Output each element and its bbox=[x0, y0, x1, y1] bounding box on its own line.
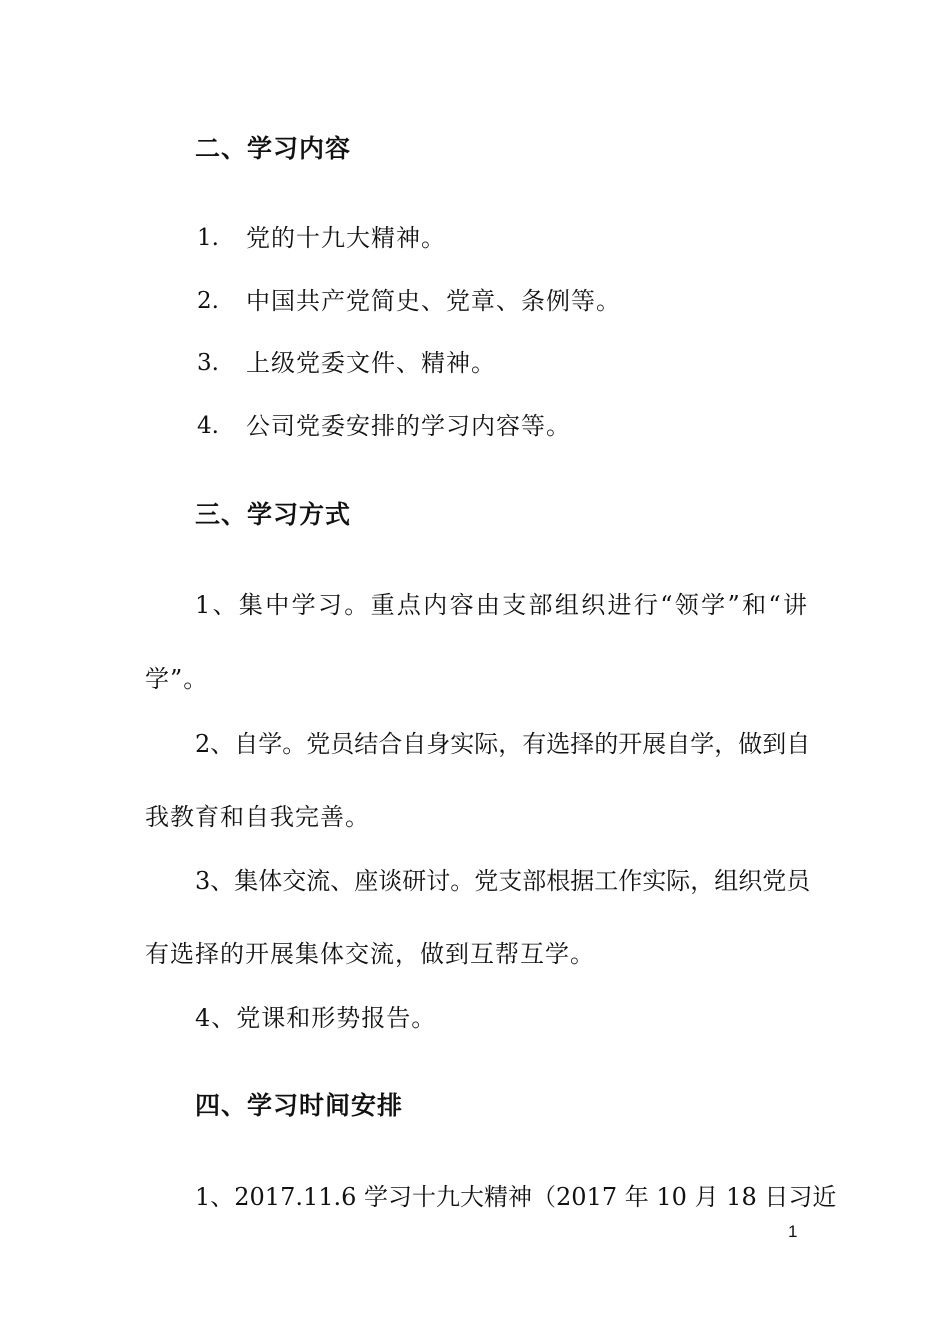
list-item-number: 2. bbox=[197, 288, 219, 314]
method-2-line-1: 2、自学。党员结合自身实际，有选择的开展自学，做到自 bbox=[195, 730, 811, 758]
schedule-item-1: 1、2017.11.6 学习十九大精神（2017 年 10 月 18 日习近 bbox=[195, 1183, 837, 1211]
method-1-line-2: 学”。 bbox=[145, 665, 209, 693]
list-item-text: 上级党委文件、精神。 bbox=[246, 349, 496, 377]
list-item-number: 4. bbox=[197, 413, 219, 439]
list-item-text: 中国共产党简史、党章、条例等。 bbox=[246, 287, 621, 315]
page-number: 1 bbox=[788, 1222, 798, 1241]
method-3-line-1: 3、集体交流、座谈研讨。党支部根据工作实际，组织党员 bbox=[195, 867, 811, 895]
list-item-text: 公司党委安排的学习内容等。 bbox=[246, 412, 571, 440]
method-4-line-1: 4、党课和形势报告。 bbox=[195, 1004, 437, 1032]
list-item-number: 1. bbox=[197, 225, 219, 251]
section-heading-schedule: 四、学习时间安排 bbox=[195, 1091, 404, 1120]
list-item-number: 3. bbox=[197, 350, 219, 376]
list-item-text: 党的十九大精神。 bbox=[246, 224, 446, 252]
section-heading-content: 二、学习内容 bbox=[195, 134, 352, 163]
method-2-line-2: 我教育和自我完善。 bbox=[145, 803, 370, 831]
method-3-line-2: 有选择的开展集体交流，做到互帮互学。 bbox=[145, 940, 595, 968]
method-1-line-1: 1、集中学习。重点内容由支部组织进行“领学”和“讲 bbox=[195, 591, 807, 619]
section-heading-methods: 三、学习方式 bbox=[195, 500, 352, 529]
